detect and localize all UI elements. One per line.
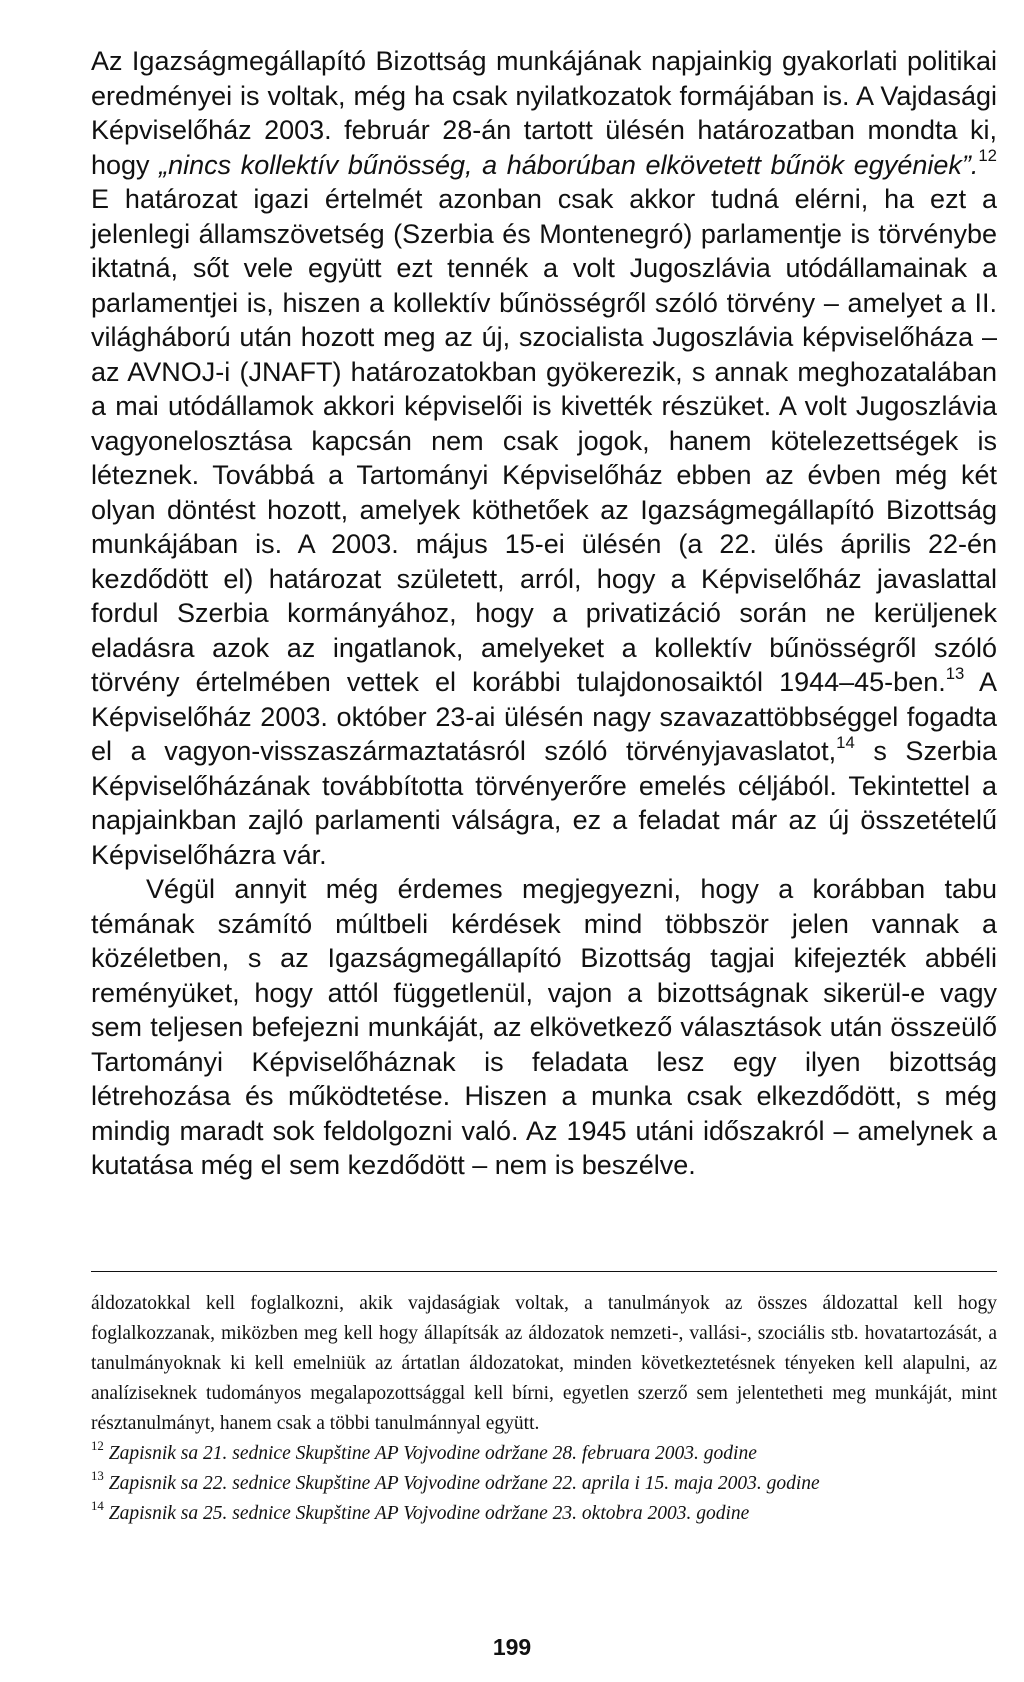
footnote-13 [91, 1469, 997, 1499]
paragraph-1-text-a: Az Igazságmegállapító Bizottság munkájának napjainkig gyakorlati politikai eredményei is voltak, még ha csak nyilatkozatok formájában is. A Vajdasági Képviselőház 2003. február 28-án tartott ülésén határozatban mondta ki, hogy [91, 46, 997, 180]
quoted-resolution: „nincs kollektív bűnösség, a háborúban elkövetett bűnök egyéniek”. [159, 149, 979, 180]
page-number: 199 [492, 1634, 532, 1660]
footnote-number: 13 [91, 1468, 104, 1483]
footnote-text: Zapisnik sa 25. sednice Skupštine AP Vojvodine održane 23. oktobra 2003. godine [108, 1503, 750, 1524]
paragraph-1-text-b: E határozat igazi értelmét azonban csak akkor tudná elérni, ha ezt a jelenlegi államszövetség (Szerbia és Montenegró) parlamentje is törvénybe iktatná, sőt vele együtt ezt tennék a volt Jugoszlávia utódállamainak a parlamentjei is, hiszen a kollektív bűnösségről szóló törvény – amelyet a II. világháború után hozott meg az új, szocialista Jugoszlávia képviselőháza – az AVNOJ-i (JNAFT) határozatokban gyökerezik, s annak meghozatalában a mai utódállamok akkori képviselői is kivették részüket. A volt Jugoszlávia vagyonelosztása kapcsán nem csak jogok, hanem kötelezettségek is léteznek. Továbbá a Tartományi Képviselőház ebben az évben még két olyan döntést hozott, amelyek köthetőek az Igazságmegállapító Bizottság munkájában is. A 2003. május 15-ei ülésén (a 22. ülés április 22-én kezdődött el) határozat született, arról, hogy a Képviselőház javaslattal fordul Szerbia kormányához, hogy a privatizáció során ne kerüljenek eladásra azok az ingatlanok, amelyeket a kollektív bűnösségről szóló törvény értelmében vettek el korábbi tulajdonosaiktól 1944–45-ben. [91, 184, 997, 697]
footnote-number: 12 [91, 1438, 104, 1453]
footnote-separator [91, 1271, 997, 1272]
paragraph-1-text-d: s Szerbia Képviselőházának továbbította törvényerőre emelés céljából. Tekintettel a napjainkban zajló parlamenti válságra, ez a feladat már az új összetételű Képviselőházra vár. [91, 736, 997, 870]
footnote-text: Zapisnik sa 21. sednice Skupštine AP Vojvodine održane 28. februara 2003. godine [108, 1443, 757, 1464]
paragraph-1 [91, 44, 997, 872]
paragraph-1-text-c: A Képviselőház 2003. október 23-ai ülésén nagy szavazattöbbséggel fogadta el a vagyon-visszaszármaztatásról szóló törvényjavaslatot, [91, 667, 997, 766]
main-text [91, 44, 997, 1183]
footnote-ref-14: 14 [836, 732, 855, 752]
footnotes [91, 1289, 997, 1529]
footnote-14 [91, 1499, 997, 1529]
footnote-ref-12: 12 [978, 146, 997, 165]
footnote-continued: áldozatokkal kell foglalkozni, akik vajdaságiak voltak, a tanulmányok az összes áldozattal kell hogy foglalkozzanak, miközben meg kell hogy állapítsák az áldozatok nemzeti-, vallási-, szociális stb. hovatartozását, a tanulmányoknak ki kell emelniük az ártatlan áldozatokat, minden következtetésnek tényeken kell alapulni, az analíziseknek tudományos megalapozottsággal kell bírni, egyetlen szerző sem jelentetheti meg munkáját, mint résztanulmányt, hanem csak a többi tanulmánnyal együtt. [91, 1293, 997, 1434]
footnote-number: 14 [91, 1498, 104, 1513]
footnote-ref-13: 13 [945, 663, 965, 683]
footnote-12 [91, 1439, 997, 1469]
paragraph-2: Végül annyit még érdemes megjegyezni, hogy a korábban tabu témának számító múltbeli kérdések mind többször jelen vannak a közéletben, s az Igazságmegállapító Bizottság tagjai kifejezték abbéli reményüket, hogy attól függetlenül, vajon a bizottságnak sikerül-e vagy sem teljesen befejezni munkáját, az elkövetkező választások után összeülő Tartományi Képviselőháznak is feladata lesz egy ilyen bizottság létrehozása és működtetése. Hiszen a munka csak elkezdődött, s még mindig maradt sok feldolgozni való. Az 1945 utáni időszakról – amelynek a kutatása még el sem kezdődött – nem is beszélve. [91, 874, 997, 1180]
footnote-text: Zapisnik sa 22. sednice Skupštine AP Vojvodine održane 22. aprila i 15. maja 2003. godine [108, 1473, 820, 1494]
